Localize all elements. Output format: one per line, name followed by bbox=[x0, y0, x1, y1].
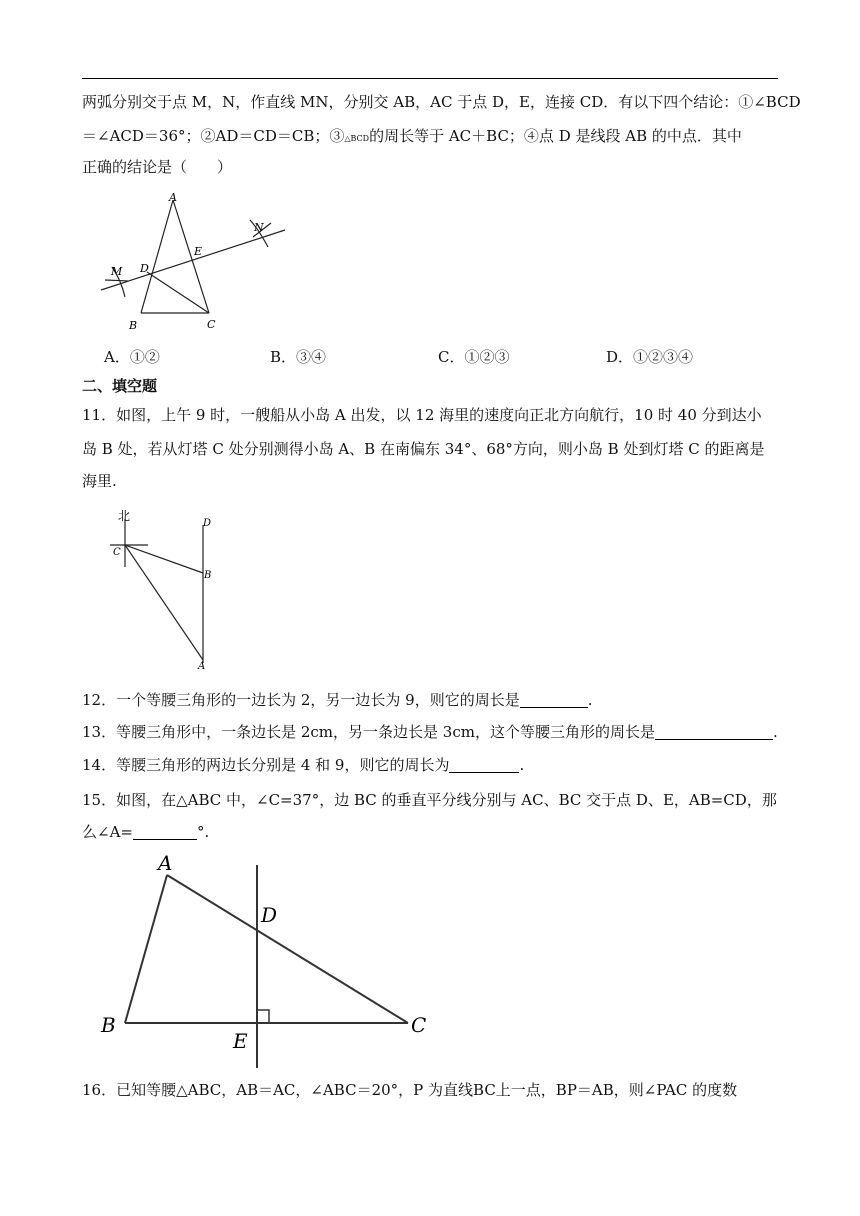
q11-line-2: 岛 B 处，若从灯塔 C 处分别测得小岛 A、B 在南偏东 34°、68°方向，则小岛 B 处到灯塔 C 的距离是 bbox=[82, 440, 765, 458]
q10-option-c[interactable] bbox=[438, 345, 510, 369]
option-letter: B． bbox=[270, 348, 297, 366]
q10-line-2b: 的周长等于 AC＋BC；④点 D 是线段 AB 的中点．其中 bbox=[369, 127, 742, 145]
option-letter: A． bbox=[104, 348, 130, 366]
q15-line-2 bbox=[82, 817, 782, 847]
q14-line bbox=[82, 750, 782, 780]
q15-label-E: E bbox=[233, 1029, 248, 1053]
q10-subscript: △BCD bbox=[344, 134, 370, 143]
q10-option-d[interactable] bbox=[606, 345, 693, 369]
q10-figure bbox=[95, 185, 295, 335]
q15-label-D: D bbox=[261, 903, 278, 927]
q14-end: . bbox=[519, 756, 525, 774]
q16-line-1: 16．已知等腰△ABC，AB＝AC，∠ABC＝20°，P 为直线BC上一点，BP＝AB，则∠PAC 的度数 bbox=[82, 1081, 738, 1099]
q13-end: . bbox=[772, 723, 778, 741]
q10-label-B: B bbox=[129, 319, 138, 332]
q14-answer-blank[interactable] bbox=[449, 756, 519, 773]
q15-label-B: B bbox=[101, 1013, 116, 1037]
q13-text: 13．等腰三角形中，一条边长是 2cm，另一条边长是 3cm，这个等腰三角形的周长是 bbox=[82, 723, 655, 741]
q12-answer-blank[interactable] bbox=[520, 691, 588, 708]
q10-line-3: 正确的结论是（ ） bbox=[82, 158, 233, 176]
q10-label-N: N bbox=[254, 221, 264, 234]
q11-label-north: 北 bbox=[118, 509, 131, 523]
q10-line-2a: ＝∠ACD＝36°；②AD＝CD＝CB；③ bbox=[82, 127, 345, 145]
q15-label-A: A bbox=[158, 851, 173, 875]
q11-label-C: C bbox=[113, 547, 121, 558]
q15-text-a: 么∠A= bbox=[82, 823, 133, 841]
q12-text: 12．一个等腰三角形的一边长为 2，另一边长为 9，则它的周长是 bbox=[82, 691, 520, 709]
header-rule bbox=[82, 78, 778, 79]
option-text: ①②③ bbox=[464, 348, 510, 366]
q15-label-C: C bbox=[411, 1013, 427, 1037]
q14-text: 14．等腰三角形的两边长分别是 4 和 9，则它的周长为 bbox=[82, 756, 450, 774]
q10-option-b[interactable] bbox=[270, 345, 326, 369]
q10-label-M: M bbox=[111, 265, 123, 278]
q11-line-3: 海里. bbox=[82, 472, 117, 490]
q11-line-1: 11．如图，上午 9 时，一艘船从小岛 A 出发，以 12 海里的速度向正北方向航行，10 时 40 分到达小 bbox=[82, 406, 762, 424]
q11-label-B: B bbox=[204, 570, 212, 581]
q10-option-a[interactable] bbox=[104, 345, 160, 369]
q10-label-A: A bbox=[169, 191, 177, 204]
q15-figure bbox=[95, 850, 445, 1070]
q15-answer-blank[interactable] bbox=[133, 823, 197, 840]
q10-line-2 bbox=[82, 121, 782, 154]
q11-label-A: A bbox=[198, 661, 206, 672]
q11-label-D: D bbox=[203, 518, 212, 529]
q12-line bbox=[82, 685, 782, 715]
option-text: ①② bbox=[129, 348, 160, 366]
q12-end: . bbox=[587, 691, 593, 709]
section-heading: 二、填空题 bbox=[82, 377, 158, 395]
option-text: ③④ bbox=[296, 348, 327, 366]
q13-answer-blank[interactable] bbox=[655, 723, 773, 740]
q15-line-1: 15．如图，在△ABC 中，∠C=37°，边 BC 的垂直平分线分别与 AC、BC 交于点 D、E，AB=CD，那 bbox=[82, 791, 777, 809]
option-letter: D． bbox=[606, 348, 634, 366]
option-text: ①②③④ bbox=[633, 348, 694, 366]
option-letter: C． bbox=[438, 348, 465, 366]
q10-label-E: E bbox=[194, 245, 203, 258]
q15-text-b: °. bbox=[196, 823, 210, 841]
q10-line-1: 两弧分别交于点 M，N，作直线 MN，分别交 AB，AC 于点 D，E，连接 CD．有以下四个结论：①∠BCD bbox=[82, 93, 801, 111]
q10-label-C: C bbox=[207, 318, 216, 331]
q10-label-D: D bbox=[140, 262, 149, 275]
q11-figure bbox=[100, 505, 230, 675]
q13-line bbox=[82, 717, 782, 747]
